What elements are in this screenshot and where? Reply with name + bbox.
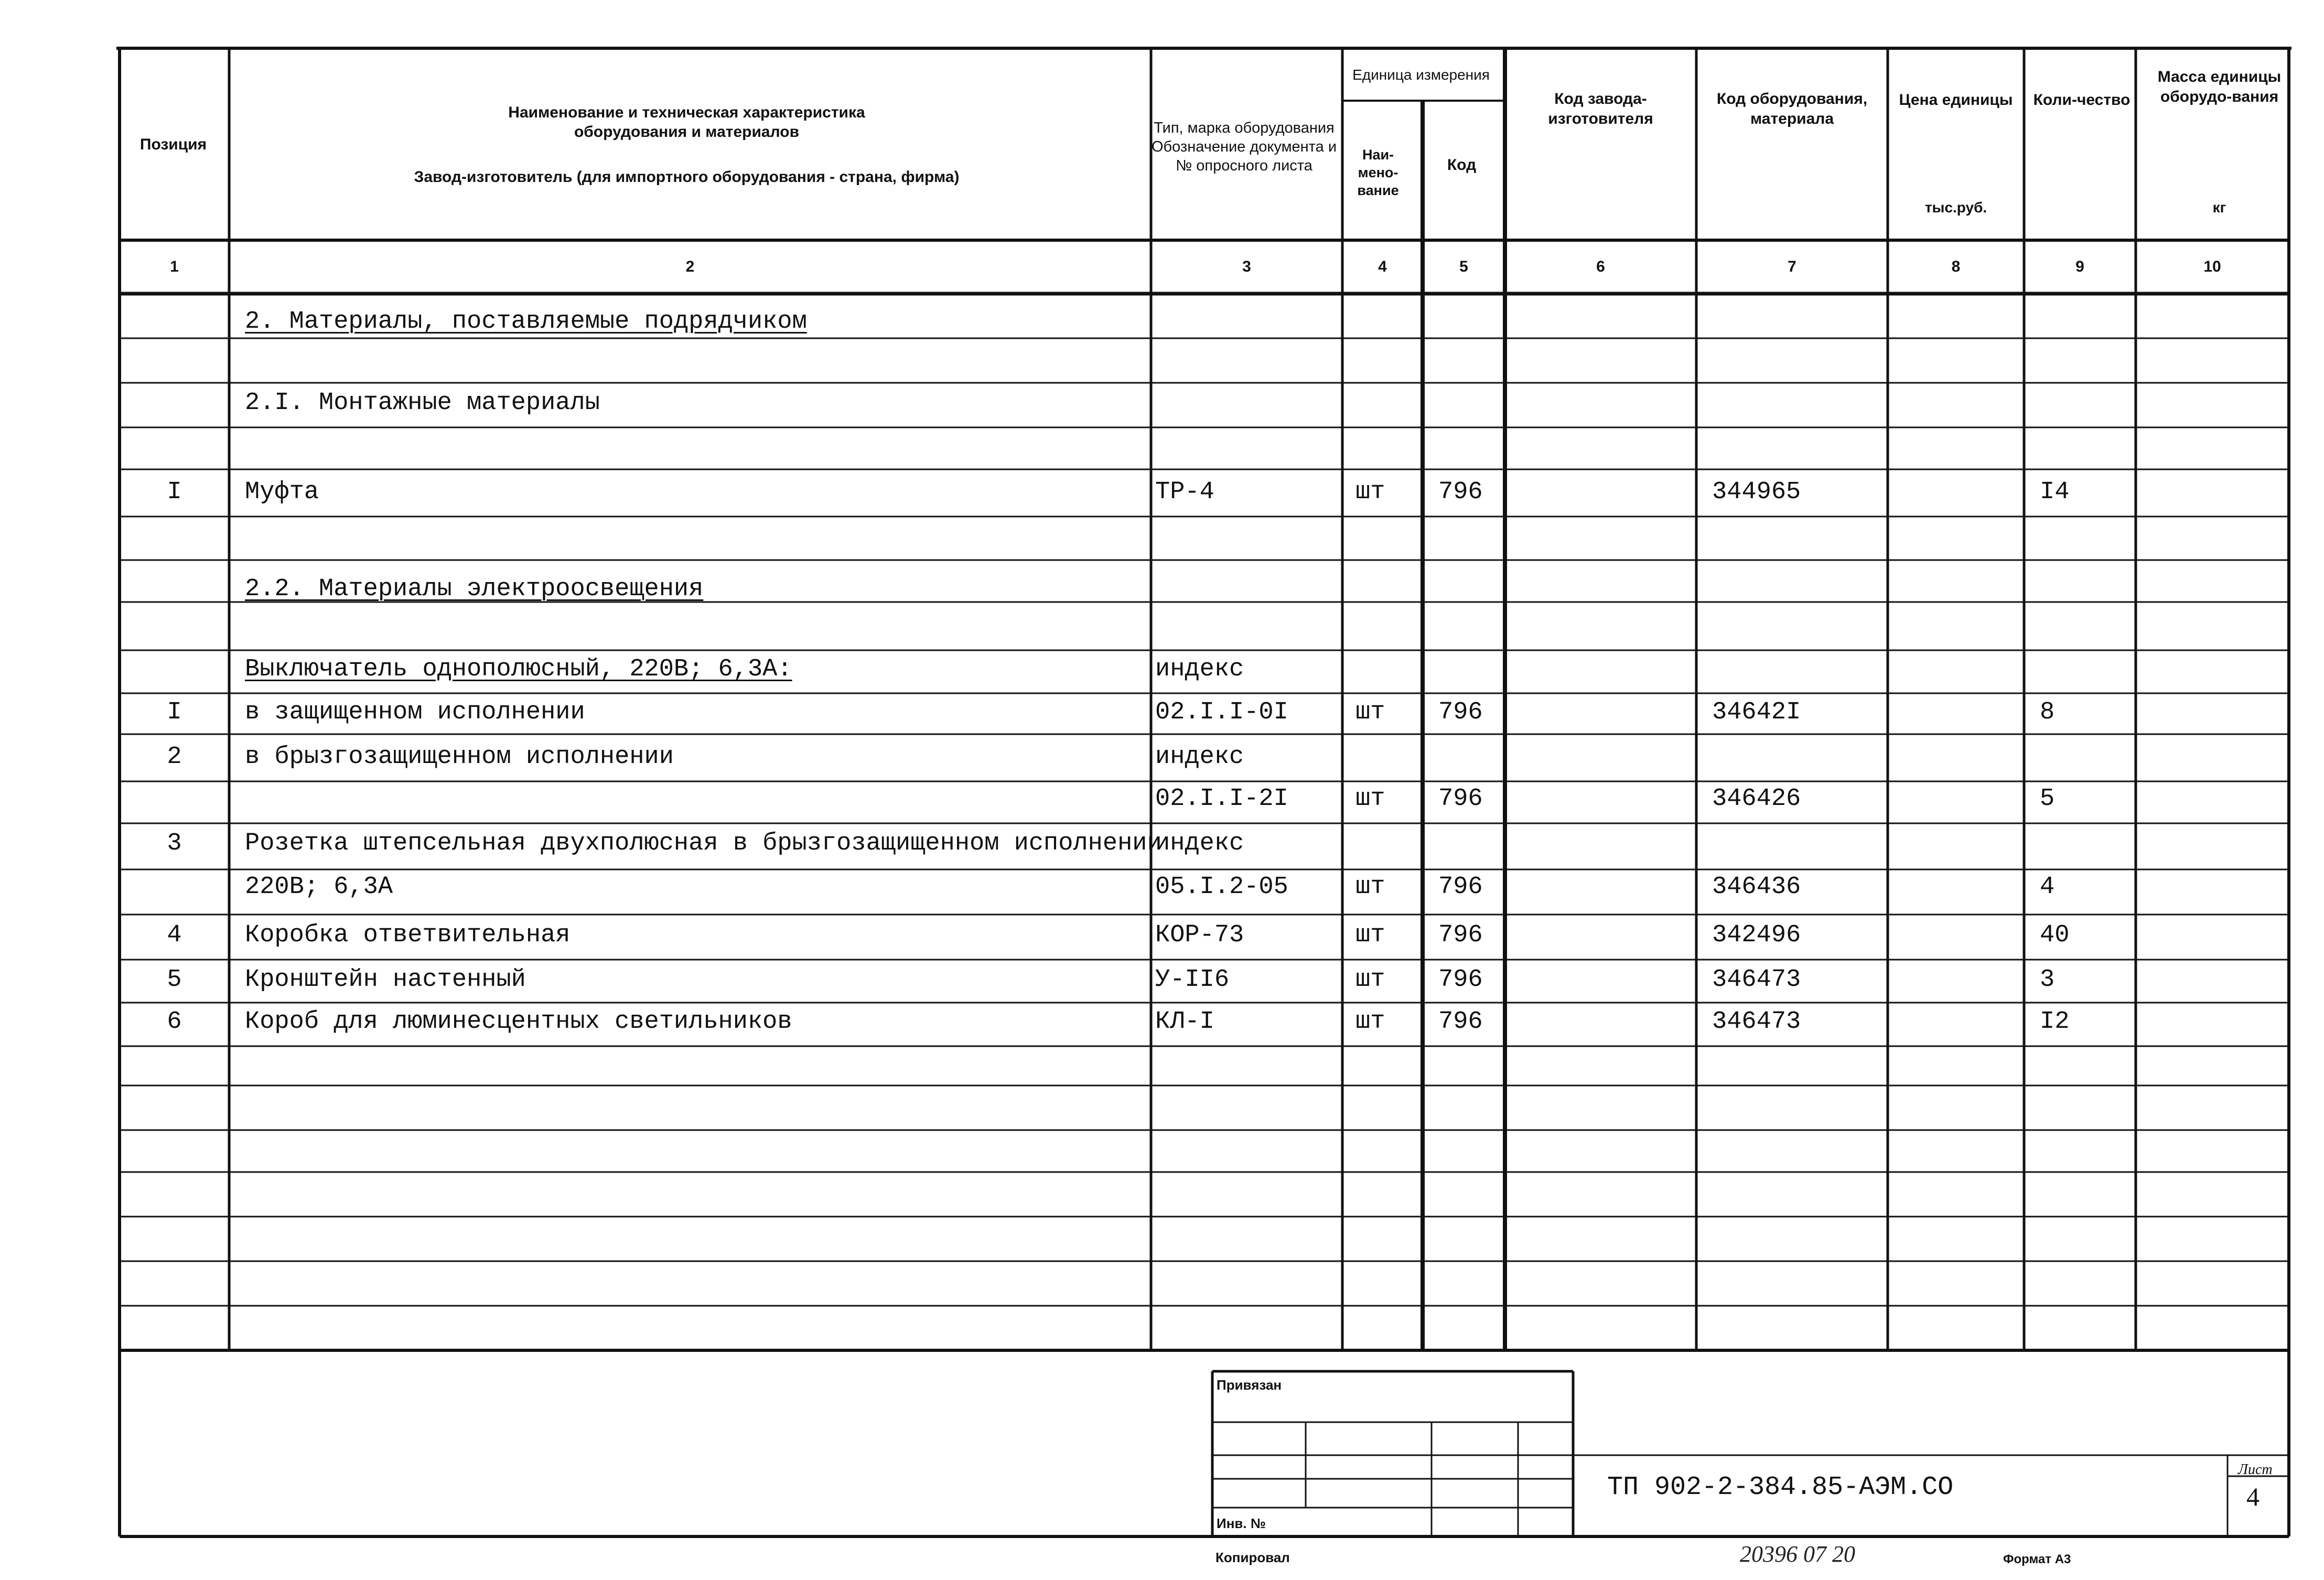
name-cell: Муфта — [245, 478, 319, 506]
position-cell: 2 — [167, 743, 182, 771]
type-cell: КЛ-I — [1155, 1008, 1214, 1036]
document-code: ТП 902-2-384.85-АЭМ.СО — [1607, 1472, 1954, 1502]
unit-name-cell: шт — [1355, 873, 1385, 901]
header-unit-group: Единица измерения — [1352, 66, 1490, 83]
column-number: 3 — [1242, 258, 1251, 275]
position-cell: I — [167, 478, 182, 506]
quantity-cell: I2 — [2040, 1008, 2070, 1036]
quantity-cell: I4 — [2040, 478, 2070, 506]
stamp-bound-label: Привязан — [1217, 1377, 1282, 1393]
name-cell: Короб для люминесцентных светильников — [245, 1008, 792, 1036]
header-unit-name: Наи-мено-вание — [1357, 147, 1399, 198]
header-name-line1: Наименование и техническая характеристика — [508, 103, 865, 121]
unit-name-cell: шт — [1355, 478, 1385, 506]
type-cell: У-II6 — [1155, 966, 1230, 994]
name-cell: в защищенном исполнении — [245, 698, 585, 726]
quantity-cell: 4 — [2040, 873, 2055, 901]
name-cell: в брызгозащищенном исполнении — [245, 743, 674, 771]
column-number: 6 — [1596, 258, 1605, 275]
unit-name-cell: шт — [1355, 1008, 1385, 1036]
column-number: 8 — [1951, 258, 1961, 275]
material-code-cell: 34642I — [1712, 698, 1801, 726]
sheet-number: 4 — [2246, 1482, 2260, 1511]
material-code-cell: 346473 — [1712, 966, 1801, 994]
unit-name-cell: шт — [1355, 785, 1385, 813]
unit-name-cell: шт — [1355, 966, 1385, 994]
quantity-cell: 3 — [2040, 966, 2055, 994]
column-number: 5 — [1459, 258, 1468, 275]
unit-code-cell: 796 — [1438, 478, 1483, 506]
position-cell: 4 — [167, 921, 182, 949]
header-price-unit: тыс.руб. — [1924, 199, 1987, 216]
copied-label: Копировал — [1215, 1550, 1290, 1565]
quantity-cell: 5 — [2040, 785, 2055, 813]
type-cell: 02.I.I-0I — [1155, 698, 1288, 726]
format-label: Формат А3 — [2003, 1552, 2071, 1566]
header-name — [229, 50, 1144, 239]
material-code-cell: 346426 — [1712, 785, 1801, 813]
position-cell: I — [167, 698, 182, 726]
title-block-grid — [1212, 1371, 2289, 1536]
column-number: 2 — [685, 258, 695, 275]
column-number: 10 — [2203, 258, 2221, 275]
type-cell: 05.I.2-05 — [1155, 873, 1288, 901]
name-cell: Розетка штепсельная двухполюсная в брызгозащищенном исполнении — [245, 830, 1162, 857]
position-cell: 5 — [167, 966, 182, 994]
position-cell: 6 — [167, 1008, 182, 1036]
type-cell: индекс — [1155, 830, 1244, 857]
name-cell: Кронштейн настенный — [245, 966, 526, 994]
column-number: 7 — [1788, 258, 1796, 275]
column-number: 4 — [1378, 258, 1387, 275]
unit-code-cell: 796 — [1438, 785, 1483, 813]
position-cell: 3 — [167, 830, 182, 857]
unit-code-cell: 796 — [1438, 966, 1483, 994]
material-code-cell: 344965 — [1712, 478, 1801, 506]
unit-name-cell: шт — [1355, 698, 1385, 726]
type-cell: индекс — [1155, 743, 1244, 771]
sheet-label: Лист — [2238, 1461, 2273, 1478]
unit-code-cell: 796 — [1438, 698, 1483, 726]
name-cell: 2.I. Монтажные материалы — [245, 389, 600, 417]
unit-code-cell: 796 — [1438, 873, 1483, 901]
name-cell: Выключатель однополюсный, 220В; 6,3А: — [245, 655, 792, 683]
unit-name-cell: шт — [1355, 921, 1385, 949]
header-type: Тип, марка оборудования Обозначение документа и № опросного листа — [1151, 119, 1337, 175]
type-cell: ТР-4 — [1155, 478, 1214, 506]
header-name-line3: Завод-изготовитель (для импортного оборудования - страна, фирма) — [414, 168, 960, 186]
material-code-cell: 346473 — [1712, 1008, 1801, 1036]
name-cell: Коробка ответвительная — [245, 921, 571, 949]
handwritten-number: 20396 07 20 — [1740, 1541, 1855, 1567]
material-code-cell: 346436 — [1712, 873, 1801, 901]
header-price: Цена единицы — [1899, 91, 2013, 109]
type-cell: 02.I.I-2I — [1155, 785, 1288, 813]
header-mass: Масса единицы оборудо-вания — [2157, 68, 2282, 105]
name-cell: 2. Материалы, поставляемые подрядчиком — [245, 308, 807, 336]
header-quantity: Коли-чество — [2033, 91, 2131, 109]
header-mfr-code: Код завода-изготовителя — [1548, 90, 1653, 127]
type-cell: индекс — [1155, 655, 1244, 683]
name-cell: 2.2. Материалы электроосвещения — [245, 575, 704, 603]
header-unit-code: Код — [1447, 156, 1477, 174]
column-number: 1 — [170, 258, 179, 275]
name-cell: 220В; 6,3А — [245, 873, 393, 901]
header-mass-unit: кг — [2212, 199, 2226, 216]
quantity-cell: 8 — [2040, 698, 2055, 726]
header-material-code: Код оборудования, материала — [1716, 90, 1868, 127]
quantity-cell: 40 — [2040, 921, 2070, 949]
header-name-line2: оборудования и материалов — [574, 123, 800, 141]
column-number: 9 — [2075, 258, 2084, 275]
material-code-cell: 342496 — [1712, 921, 1801, 949]
type-cell: КОР-73 — [1155, 921, 1244, 949]
unit-code-cell: 796 — [1438, 1008, 1483, 1036]
stamp-inv-label: Инв. № — [1217, 1515, 1266, 1531]
header-position: Позиция — [139, 136, 207, 154]
unit-code-cell: 796 — [1438, 921, 1483, 949]
